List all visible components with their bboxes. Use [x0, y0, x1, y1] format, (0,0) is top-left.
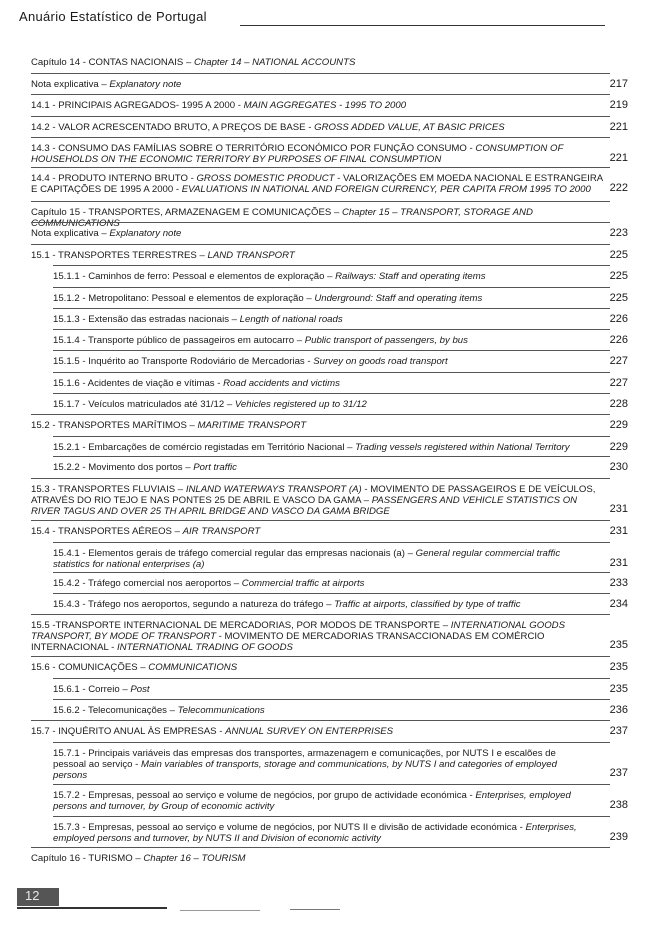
entry-title [53, 271, 588, 282]
entry-page-number: 228 [609, 398, 628, 410]
entry-page-number: 237 [609, 767, 628, 779]
entry-title-pt: TRANSPORTES FLUVIAIS – [58, 484, 186, 495]
entry-number: 15.2 - [31, 420, 59, 431]
entry-page-number: 236 [609, 704, 628, 716]
entry-rule [53, 393, 610, 394]
entry-page-number: 225 [609, 249, 628, 261]
entry-number: 15.1.5 - [53, 356, 89, 367]
entry-title-en: Vehicles registered up to 31/12 [234, 399, 367, 410]
entry-number: 14.4 - [31, 173, 59, 184]
entry-title [53, 790, 588, 812]
entry-title-en: Port traffic [193, 462, 237, 473]
entry-page-number: 238 [609, 799, 628, 811]
entry-title [31, 143, 604, 165]
entry-number: 15.6.2 - [53, 705, 89, 716]
entry-rule [31, 656, 610, 657]
entry-page-number: 221 [609, 121, 628, 133]
entry-rule [53, 372, 610, 373]
entry-title-en: Telecommunications [177, 705, 265, 716]
entry-title-en: Explanatory note [109, 228, 182, 239]
entry-title-pt-cont: - VALORIZAÇÕES EM MOEDA NACIONAL E ESTRANGEIRA E CAPITAÇÕES DE 1995 A 2000 - [31, 173, 603, 195]
entry-title [53, 356, 588, 367]
entry-title-en: Post [130, 684, 150, 695]
entry-number: 15.6 - [31, 662, 59, 673]
entry-title-pt: Caminhos de ferro: Pessoal e elementos de exploração – [88, 271, 336, 282]
entry-title [53, 462, 588, 473]
entry-number: 15.3 - [31, 484, 59, 495]
entry-title [53, 684, 588, 695]
entry-rule [53, 329, 610, 330]
entry-title-en-cont: INTERNATIONAL TRADING OF GOODS [117, 642, 293, 653]
entry-title-pt: Veículos matriculados até 31/12 – [88, 399, 235, 410]
entry-title-pt: PRINCIPAIS AGREGADOS- 1995 A 2000 - [58, 100, 244, 111]
entry-title-pt: Empresas, pessoal ao serviço e volume de negócios, por NUTS II e divisão de actividade económica - [88, 822, 526, 833]
entry-page-number: 225 [609, 292, 628, 304]
entry-number: 15.2.2 - [53, 462, 89, 473]
footer-rule-short [290, 909, 340, 910]
entry-page-number: 226 [609, 313, 628, 325]
entry-rule [53, 593, 610, 594]
entry-title [31, 620, 604, 653]
entry-page-number: 222 [609, 182, 628, 194]
entry-title-en: ANNUAL SURVEY ON ENTERPRISES [225, 726, 394, 737]
entry-title [31, 228, 604, 239]
entry-page-number: 235 [609, 661, 628, 673]
entry-rule [31, 222, 610, 223]
entry-title [53, 822, 588, 844]
entry-title [31, 207, 604, 229]
entry-page-number: 217 [609, 78, 628, 90]
entry-title [53, 748, 588, 781]
entry-number: 15.4.3 - [53, 599, 89, 610]
entry-title-en: Main variables of transports, storage and communications, by NUTS I and categories of employed persons [53, 759, 557, 781]
entry-title-en: Trading vessels registered within National Territory [355, 442, 570, 453]
page-number: 12 [25, 888, 40, 903]
entry-title [31, 526, 604, 537]
entry-title-en: MARITIME TRANSPORT [197, 420, 307, 431]
entry-title-pt: Capítulo 14 - CONTAS NACIONAIS – [31, 57, 194, 68]
entry-rule [31, 244, 610, 245]
entry-rule [53, 699, 610, 700]
entry-rule [53, 265, 610, 266]
entry-title-pt: Principais variáveis das empresas dos transportes, armazenagem e comunicações, por NUTS I e escalões de pessoal ao serviço - [53, 748, 556, 770]
entry-title-en: Road accidents and victims [223, 378, 340, 389]
entry-title [31, 79, 604, 90]
entry-title-en: LAND TRANSPORT [207, 250, 295, 261]
entry-number: 15.1.1 - [53, 271, 89, 282]
entry-rule [31, 414, 610, 415]
entry-number: 15.1 - [31, 250, 59, 261]
entry-rule [31, 167, 610, 168]
entry-title-en: Explanatory note [109, 79, 182, 90]
entry-page-number: 229 [609, 441, 628, 453]
entry-page-number: 221 [609, 152, 628, 164]
entry-title-pt: COMUNICAÇÕES – [58, 662, 149, 673]
entry-title-pt: TRANSPORTES AÉREOS – [58, 526, 183, 537]
entry-number: 15.7.3 - [53, 822, 89, 833]
entry-title [31, 173, 604, 195]
entry-page-number: 230 [609, 461, 628, 473]
entry-rule [31, 116, 610, 117]
entry-rule [53, 572, 610, 573]
entry-title-pt: Transporte público de passageiros em autocarro – [88, 335, 305, 346]
entry-title [53, 599, 588, 610]
entry-title-en: Chapter 16 – TOURISM [143, 853, 246, 864]
entry-rule [53, 742, 610, 743]
entry-title [53, 548, 588, 570]
entry-title-en: Enterprises, employed persons and turnover, by NUTS II and Division of economic activity [53, 822, 577, 844]
entry-rule [31, 720, 610, 721]
entry-title [31, 250, 604, 261]
entry-page-number: 226 [609, 334, 628, 346]
entry-rule [31, 94, 610, 95]
entry-title-en: AIR TRANSPORT [182, 526, 261, 537]
entry-title-pt: Capítulo 16 - TURISMO – [31, 853, 144, 864]
entry-page-number: 235 [609, 683, 628, 695]
footer-rule [17, 907, 167, 909]
entry-title-pt: Metropolitano: Pessoal e elementos de exploração – [88, 293, 315, 304]
entry-page-number: 231 [609, 557, 628, 569]
entry-title [53, 378, 588, 389]
entry-title-pt-cont: - MOVIMENTO DE MERCADORIAS TRANSACCIONADAS EM COMÉRCIO INTERNACIONAL - [31, 631, 545, 653]
entry-title [53, 399, 588, 410]
entry-title-en: Traffic at airports, classified by type of traffic [334, 599, 521, 610]
entry-title [53, 314, 588, 325]
entry-title-en: GROSS DOMESTIC PRODUCT [196, 173, 335, 184]
entry-title-en: INLAND WATERWAYS TRANSPORT (A) [185, 484, 362, 495]
entry-title-en: Length of national roads [239, 314, 343, 325]
entry-title-en: Chapter 14 – NATIONAL ACCOUNTS [193, 57, 356, 68]
entry-number: 15.6.1 - [53, 684, 89, 695]
entry-rule [53, 350, 610, 351]
entry-rule [53, 287, 610, 288]
entry-page-number: 231 [609, 525, 628, 537]
entry-title-en: General regular commercial traffic statistics for national enterprises (a) [53, 548, 561, 570]
entry-number: 15.2.1 - [53, 442, 89, 453]
entry-number: 15.4.1 - [53, 548, 89, 559]
entry-rule [53, 308, 610, 309]
entry-page-number: 227 [609, 377, 628, 389]
entry-title-en: Underground: Staff and operating items [314, 293, 483, 304]
entry-title-pt: Elementos gerais de tráfego comercial regular das empresas nacionais (a) – [88, 548, 416, 559]
entry-title-en: Survey on goods road transport [313, 356, 448, 367]
entry-rule [53, 678, 610, 679]
entry-number: 15.7.2 - [53, 790, 89, 801]
entry-title-en: COMMUNICATIONS [148, 662, 238, 673]
entry-rule [53, 456, 610, 457]
entry-rule [31, 478, 610, 479]
entry-title-pt: Telecomunicações – [88, 705, 178, 716]
header-rule [240, 25, 605, 26]
entry-rule [53, 542, 610, 543]
entry-title-pt: Acidentes de viação e vítimas - [87, 378, 224, 389]
entry-title-pt: TRANSPORTES MARÍTIMOS – [58, 420, 198, 431]
entry-number: 15.7.1 - [53, 748, 89, 759]
entry-title-en: Enterprises, employed persons and turnover, by Group of economic activity [53, 790, 571, 812]
entry-number: 15.4 - [31, 526, 59, 537]
entry-title [53, 293, 588, 304]
entry-title-en: Railways: Staff and operating items [335, 271, 486, 282]
entry-title-en: INTERNATIONAL GOODS TRANSPORT, BY MODE OF TRANSPORT [31, 620, 565, 642]
entry-number: 14.3 - [31, 143, 59, 154]
entry-page-number: 229 [609, 419, 628, 431]
entry-number: 15.4.2 - [53, 578, 89, 589]
entry-title-pt: Tráfego nos aeroportos, segundo a natureza do tráfego – [88, 599, 335, 610]
entry-title [53, 335, 588, 346]
entry-page-number: 234 [609, 598, 628, 610]
entry-title [31, 122, 604, 133]
footer-rule-faint [180, 910, 260, 911]
entry-title-pt: Nota explicativa – [31, 228, 110, 239]
entry-title [31, 853, 604, 864]
entry-title-pt: TRANSPORTES TERRESTRES – [58, 250, 208, 261]
entry-title-en: Commercial traffic at airports [241, 578, 365, 589]
entry-number: 14.1 - [31, 100, 59, 111]
entry-rule [53, 436, 610, 437]
entry-title [31, 484, 604, 517]
entry-title-en-cont: EVALUATIONS IN NATIONAL AND FOREIGN CURRENCY, PER CAPITA FROM 1995 TO 2000 [181, 184, 591, 195]
entry-title-en: MAIN AGGREGATES - 1995 TO 2000 [243, 100, 407, 111]
entry-number: 15.7 - [31, 726, 59, 737]
entry-title-pt: Correio – [88, 684, 131, 695]
entry-rule [31, 847, 610, 848]
entry-page-number: 237 [609, 725, 628, 737]
entry-title-en: GROSS ADDED VALUE, AT BASIC PRICES [314, 122, 505, 133]
entry-title-en: Public transport of passengers, by bus [304, 335, 468, 346]
entry-title-pt: Inquérito ao Transporte Rodoviário de Mercadorias - [88, 356, 314, 367]
entry-number: 14.2 - [31, 122, 59, 133]
entry-page-number: 223 [609, 227, 628, 239]
entry-rule [31, 614, 610, 615]
entry-number: 15.1.6 - [53, 378, 88, 389]
entry-rule [53, 816, 610, 817]
entry-number: 15.5 - [31, 620, 56, 631]
entry-page-number: 235 [609, 639, 628, 651]
entry-number: 15.1.3 - [53, 314, 89, 325]
entry-title-pt: TRANSPORTE INTERNACIONAL DE MERCADORIAS, POR MODOS DE TRANSPORTE – [55, 620, 451, 631]
entry-title [53, 705, 588, 716]
entry-number: 15.1.4 - [53, 335, 89, 346]
entry-page-number: 233 [609, 577, 628, 589]
entry-rule [31, 520, 610, 521]
entry-title-pt: Embarcações de comércio registadas em Território Nacional – [88, 442, 356, 453]
entry-title-en: Chapter 15 – TRANSPORT, STORAGE AND COMMUNICATIONS [31, 207, 533, 229]
entry-title-pt: CONSUMO DAS FAMÍLIAS SOBRE O TERRITÓRIO ECONÓMICO POR FUNÇÃO CONSUMO - [58, 143, 476, 154]
entry-rule [31, 137, 610, 138]
entry-page-number: 239 [609, 831, 628, 843]
entry-title-pt: Capítulo 15 - TRANSPORTES, ARMAZENAGEM E COMUNICAÇÕES – [31, 207, 342, 218]
entry-title [31, 100, 604, 111]
entry-title [53, 442, 588, 453]
entry-title [31, 57, 604, 68]
entry-title-pt: Tráfego comercial nos aeroportos – [88, 578, 242, 589]
entry-page-number: 231 [609, 503, 628, 515]
entry-rule [31, 201, 610, 202]
entry-title [31, 662, 604, 673]
entry-title-pt: Empresas, pessoal ao serviço e volume de negócios, por grupo de actividade económica - [88, 790, 476, 801]
entry-title-en: CONSUMPTION OF HOUSEHOLDS ON THE ECONOMIC TERRITORY BY PURPOSES OF FINAL CONSUMPTION [31, 143, 564, 165]
entry-title-pt: Nota explicativa – [31, 79, 110, 90]
entry-title-pt: PRODUTO INTERNO BRUTO - [58, 173, 197, 184]
entry-title-pt: INQUÉRITO ANUAL ÀS EMPRESAS - [58, 726, 226, 737]
entry-title-en-cont: PASSENGERS AND VEHICLE STATISTICS ON RIVER TAGUS AND OVER 25 TH APRIL BRIDGE AND VASCO DA GAMA BRIDGE [31, 495, 578, 517]
entry-page-number: 227 [609, 355, 628, 367]
page-header-title: Anuário Estatístico de Portugal [19, 9, 207, 24]
entry-rule [31, 73, 610, 74]
entry-page-number: 225 [609, 270, 628, 282]
entry-title [53, 578, 588, 589]
entry-title-pt: Extensão das estradas nacionais – [88, 314, 240, 325]
entry-number: 15.1.2 - [53, 293, 89, 304]
entry-title-pt-cont: - MOVIMENTO DE PASSAGEIROS E DE VEÍCULOS, ATRAVÉS DO RIO TEJO E NAS PONTES 25 DE ABRIL E VASCO DA GAMA – [31, 484, 596, 506]
entry-number: 15.1.7 - [53, 399, 89, 410]
entry-title [31, 726, 604, 737]
entry-page-number: 219 [609, 99, 628, 111]
entry-rule [53, 784, 610, 785]
entry-title-pt: VALOR ACRESCENTADO BRUTO, A PREÇOS DE BASE - [58, 122, 315, 133]
entry-title-pt: Movimento dos portos – [88, 462, 194, 473]
entry-title [31, 420, 604, 431]
